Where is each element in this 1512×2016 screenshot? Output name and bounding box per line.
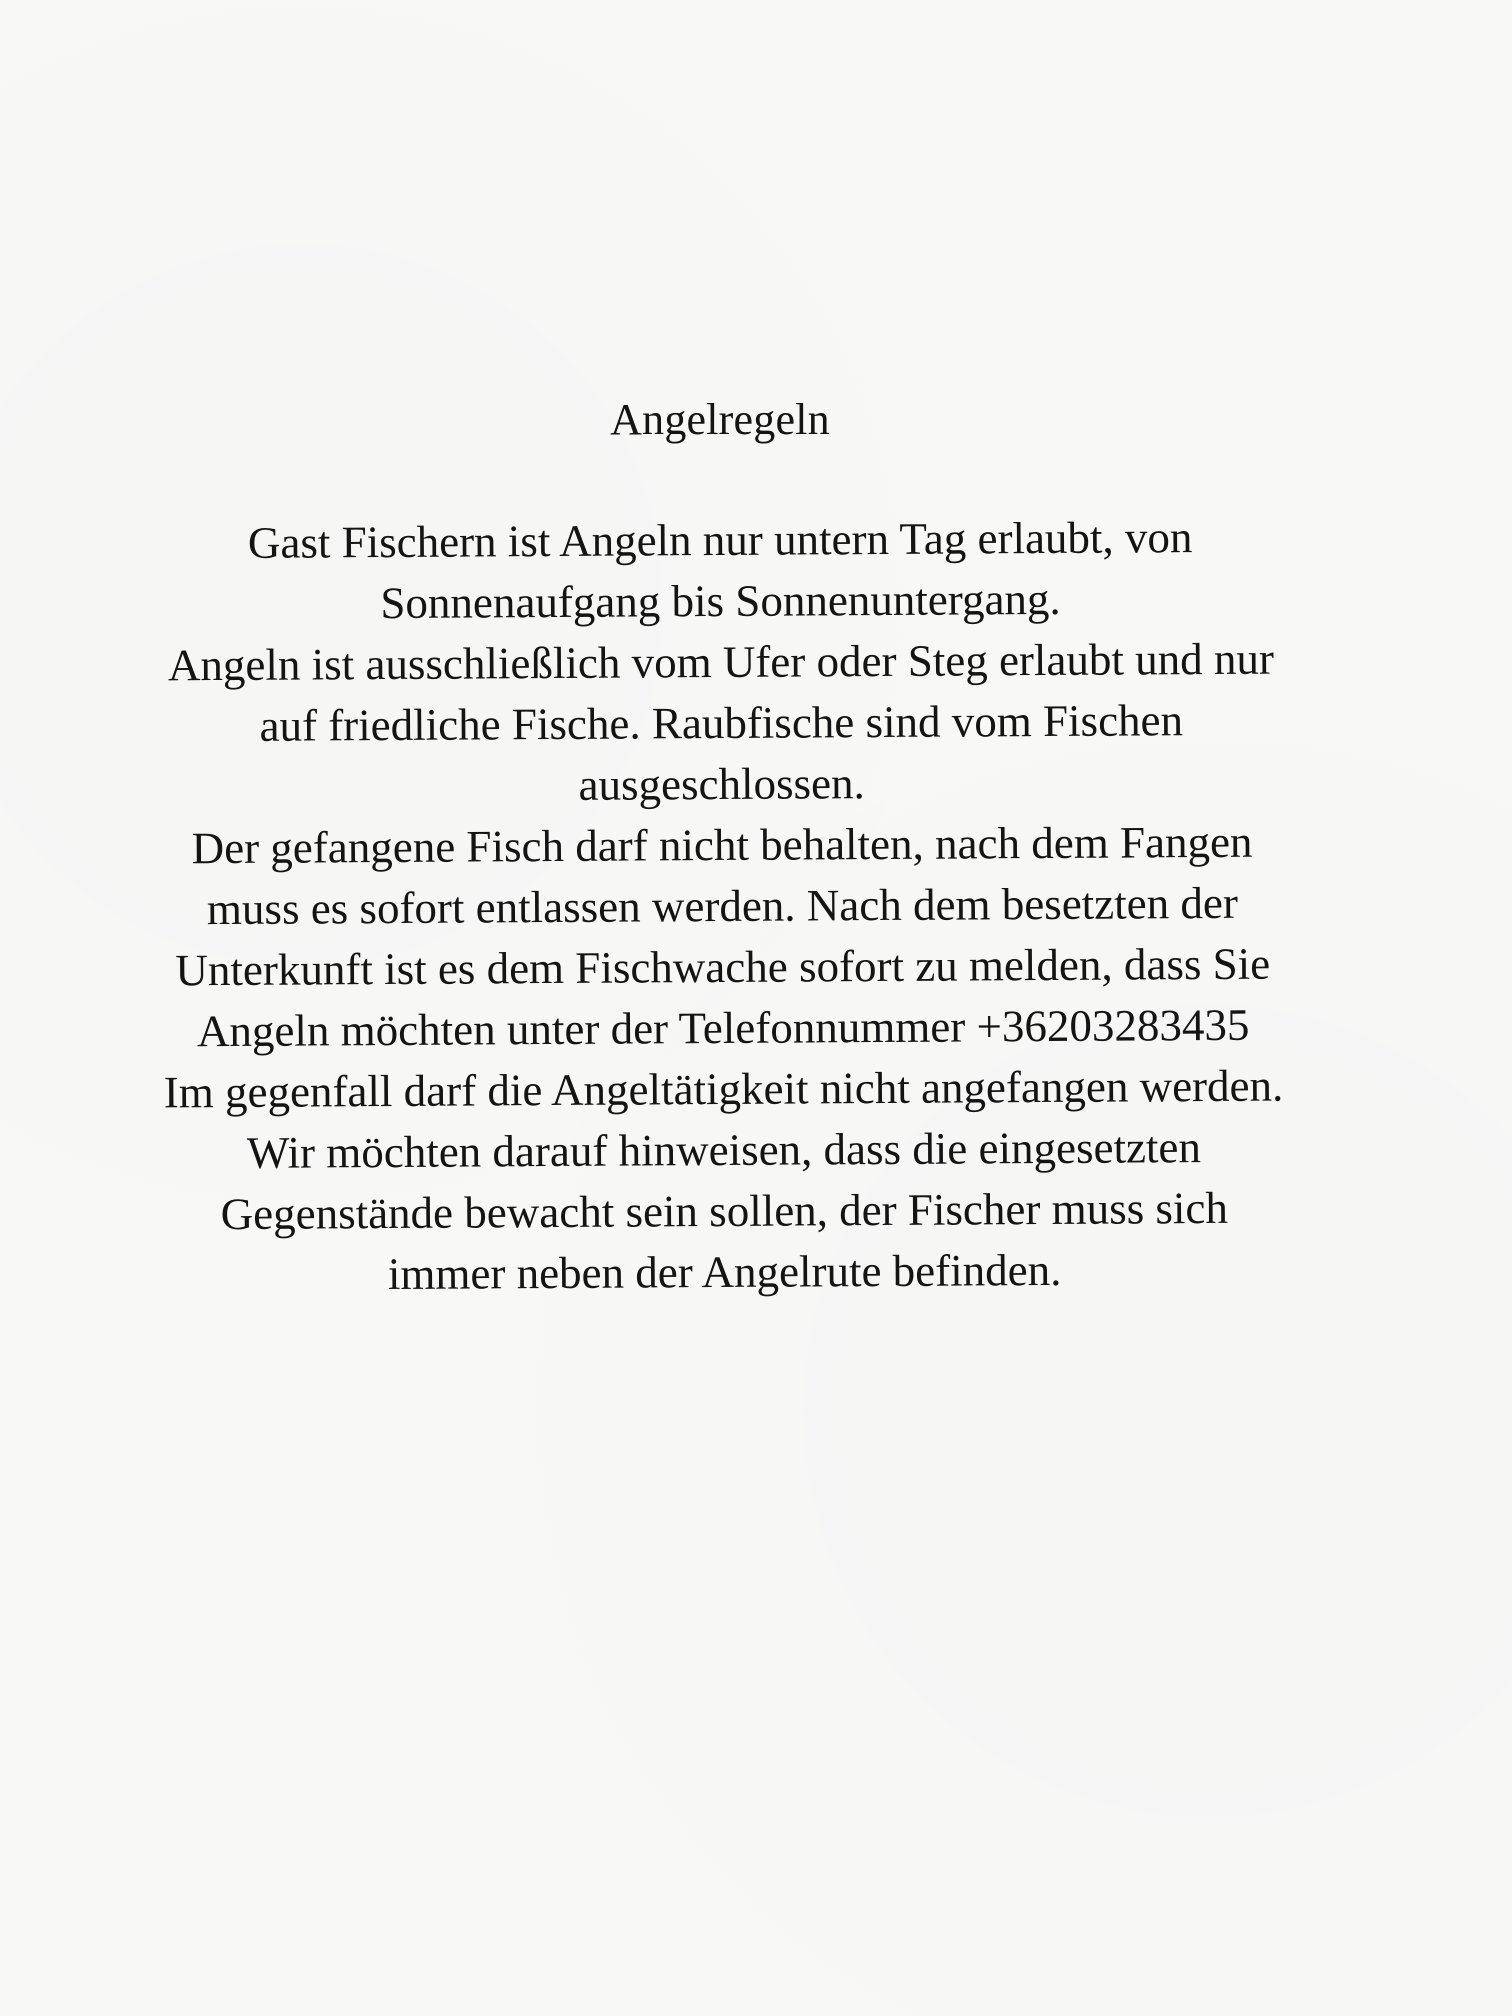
text-line: Sonnenaufgang bis Sonnenuntergang. (380, 573, 1061, 629)
text-line: Gast Fischern ist Angeln nur untern Tag erlaubt, von (247, 512, 1193, 568)
text-line: ausgeschlossen. (578, 758, 865, 810)
document-title: Angelregeln (610, 395, 830, 444)
text-line: Wir möchten darauf hinweisen, dass die eingesetzten (246, 1122, 1202, 1178)
text-line: auf friedliche Fische. Raubfische sind vom Fischen (259, 695, 1184, 751)
text-line: Der gefangene Fisch darf nicht behalten, nach dem Fangen (191, 816, 1253, 874)
phone-number-line: Angeln möchten unter der Telefonnummer +36203283435 (196, 999, 1250, 1057)
text-line: Gegenstände bewacht sein sollen, der Fischer muss sich (220, 1182, 1229, 1240)
text-line: Im gegenfall darf die Angeltätigkeit nicht angefangen werden. (163, 1060, 1284, 1118)
text-line: Angeln ist ausschließlich vom Ufer oder Steg erlaubt und nur (167, 633, 1275, 691)
text-line: immer neben der Angelrute befinden. (387, 1244, 1062, 1300)
text-line: Unterkunft ist es dem Fischwache sofort zu melden, dass Sie (175, 938, 1271, 996)
document-body (40, 506, 1405, 1307)
text-line: muss es sofort entlassen werden. Nach dem besetzten der (206, 877, 1239, 935)
